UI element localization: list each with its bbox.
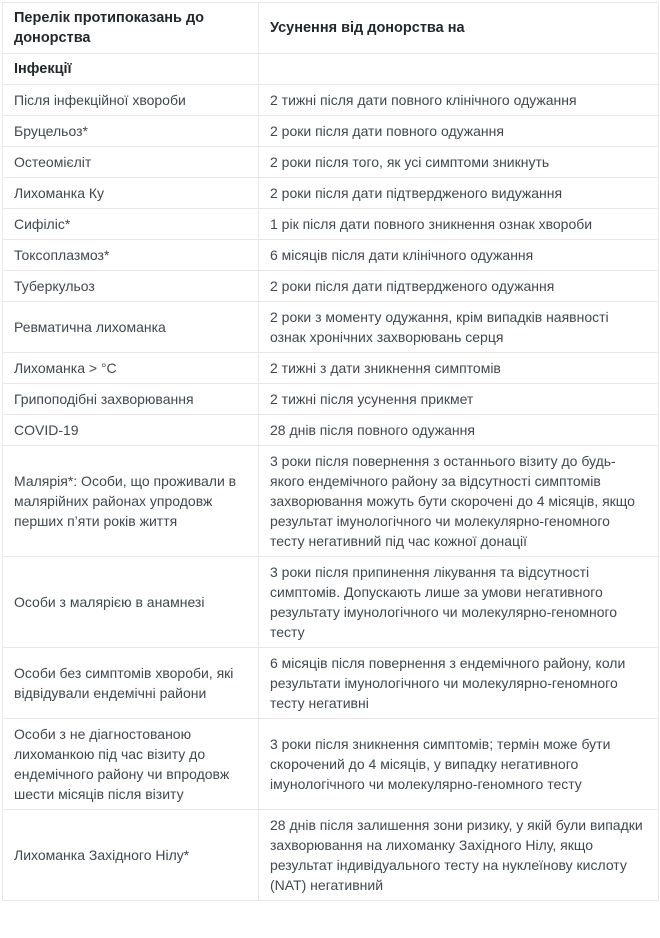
table-body <box>3 54 659 901</box>
table-row <box>3 116 659 147</box>
condition-cell: Малярія*: Особи, що проживали в малярійних районах упродовж перших п’яти років життя <box>3 446 259 557</box>
condition-cell: Токсоплазмоз* <box>3 240 259 271</box>
table-row <box>3 446 659 557</box>
table-row <box>3 384 659 415</box>
deferral-cell: 2 тижні з дати зникнення симптомів <box>259 353 659 384</box>
condition-cell: Ревматична лихоманка <box>3 302 259 353</box>
header-row <box>3 3 659 54</box>
condition-cell: Інфекції <box>3 54 259 85</box>
deferral-cell: 1 рік після дати повного зникнення ознак хвороби <box>259 209 659 240</box>
table-row <box>3 271 659 302</box>
condition-cell: Лихоманка Західного Нілу* <box>3 810 259 901</box>
condition-cell: Лихоманка Ку <box>3 178 259 209</box>
table-row <box>3 209 659 240</box>
table-row <box>3 719 659 810</box>
condition-cell: Лихоманка > °С <box>3 353 259 384</box>
deferral-cell: 2 роки після дати підтвердженого одужання <box>259 271 659 302</box>
deferral-cell: 28 днів після залишення зони ризику, у якій були випадки захворювання на лихоманку Західного Нілу, якщо результат індивідуального тесту на нуклеїнову кислоту (NAT) негативний <box>259 810 659 901</box>
condition-cell: Особи з малярією в анамнезі <box>3 557 259 648</box>
condition-cell: Грипоподібні захворювання <box>3 384 259 415</box>
deferral-cell: 6 місяців після повернення з ендемічного району, коли результати імунологічного чи молекулярно-геномного тесту негативні <box>259 648 659 719</box>
condition-cell: Остеомієліт <box>3 147 259 178</box>
table-row <box>3 85 659 116</box>
deferral-cell: 2 роки після дати підтвердженого видужання <box>259 178 659 209</box>
deferral-cell: 28 днів після повного одужання <box>259 415 659 446</box>
deferral-cell: 6 місяців після дати клінічного одужання <box>259 240 659 271</box>
deferral-cell: 2 роки після дати повного одужання <box>259 116 659 147</box>
table-row <box>3 147 659 178</box>
condition-cell: Після інфекційної хвороби <box>3 85 259 116</box>
table-header <box>3 3 659 54</box>
condition-cell: Особи з не діагностованою лихоманкою під час візиту до ендемічного району чи впродовж шести місяців після візиту <box>3 719 259 810</box>
table-row <box>3 415 659 446</box>
deferral-cell: 3 роки після припинення лікування та відсутності симптомів. Допускають лише за умови негативного результату імунологічного чи молекулярно-геномного тесту <box>259 557 659 648</box>
deferral-cell: 2 роки з моменту одужання, крім випадків наявності ознак хронічних захворювань серця <box>259 302 659 353</box>
column-header-contraindications: Перелік протипоказань до донорства <box>3 3 259 54</box>
deferral-cell <box>259 54 659 85</box>
table-row <box>3 302 659 353</box>
deferral-cell: 2 роки після того, як усі симптоми зникнуть <box>259 147 659 178</box>
table-row <box>3 648 659 719</box>
condition-cell: Туберкульоз <box>3 271 259 302</box>
table-row <box>3 810 659 901</box>
deferral-cell: 2 тижні після дати повного клінічного одужання <box>259 85 659 116</box>
table-row <box>3 54 659 85</box>
table-row <box>3 353 659 384</box>
condition-cell: Особи без симптомів хвороби, які відвідували ендемічні райони <box>3 648 259 719</box>
column-header-deferral-period: Усунення від донорства на <box>259 3 659 54</box>
condition-cell: Сифіліс* <box>3 209 259 240</box>
deferral-cell: 2 тижні після усунення прикмет <box>259 384 659 415</box>
table-row <box>3 178 659 209</box>
table-row <box>3 557 659 648</box>
deferral-cell: 3 роки після повернення з останнього візиту до будь-якого ендемічного району за відсутності симптомів захворювання можуть бути скорочені до 4 місяців, якщо результат імунологічного чи молекулярно-геномного тесту негативний під час кожної донації <box>259 446 659 557</box>
condition-cell: Бруцельоз* <box>3 116 259 147</box>
table-row <box>3 240 659 271</box>
condition-cell: COVID-19 <box>3 415 259 446</box>
contraindications-table <box>2 2 659 901</box>
deferral-cell: 3 роки після зникнення симптомів; термін може бути скорочений до 4 місяців, у випадку негативного імунологічного чи молекулярно-геномного тесту <box>259 719 659 810</box>
